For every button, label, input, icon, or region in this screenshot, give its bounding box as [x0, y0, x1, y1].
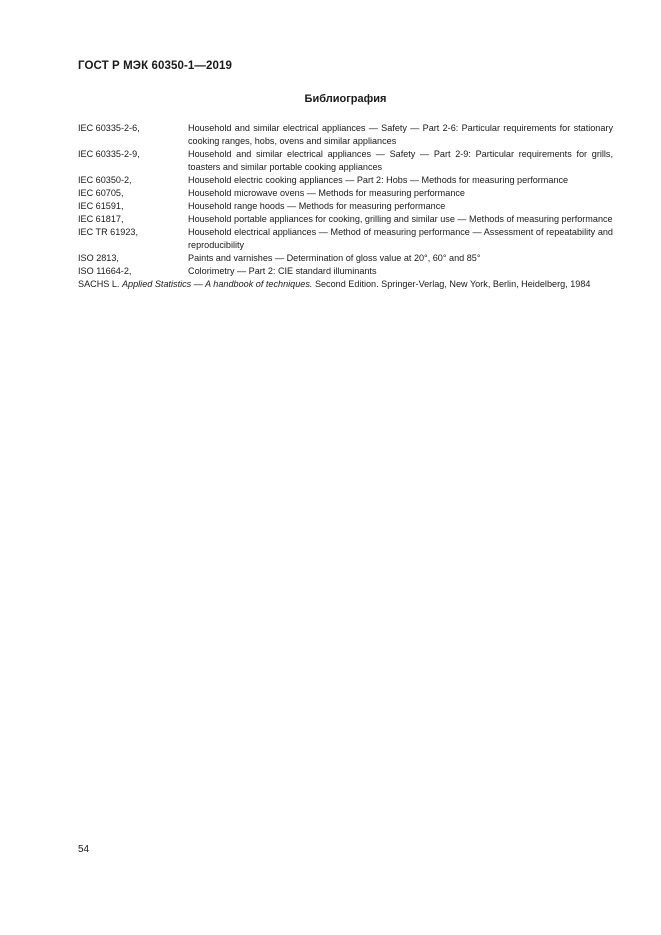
- bibliography-title: Household microwave ovens — Methods for measuring performance: [188, 188, 465, 198]
- standard-id-header: ГОСТ Р МЭК 60350-1—2019: [78, 60, 232, 72]
- bibliography-ref: IEC 61591,: [78, 201, 124, 211]
- bibliography-ref: IEC 60350-2,: [78, 175, 132, 185]
- bibliography-entry: [78, 148, 613, 174]
- bibliography-entry: [78, 265, 613, 278]
- bibliography-title: Household electrical appliances — Method of measuring performance — Assessment of repeatability and reproducibility: [188, 227, 613, 250]
- bibliography-title: Paints and varnishes — Determination of gloss value at 20°, 60° and 85°: [188, 253, 481, 263]
- bibliography-ref: ISO 11664-2,: [78, 266, 132, 276]
- bibliography-ref: IEC 61817,: [78, 214, 124, 224]
- section-title: Библиография: [304, 93, 387, 105]
- bibliography-ref: IEC TR 61923,: [78, 227, 138, 237]
- bibliography-title: Household electric cooking appliances — Part 2: Hobs — Methods for measuring performance: [188, 175, 569, 185]
- bibliography-list: [78, 122, 613, 291]
- bibliography-entry: [78, 174, 613, 187]
- bibliography-entry: [78, 226, 613, 252]
- bibliography-title: Household portable appliances for cooking, grilling and similar use — Methods of measuring performance: [188, 214, 613, 224]
- bibliography-ref: IEC 60335-2-6,: [78, 123, 140, 133]
- book-title: Applied Statistics — A handbook of techniques.: [121, 279, 313, 289]
- bibliography-ref: ISO 2813,: [78, 253, 119, 263]
- bibliography-title: Household range hoods — Methods for measuring performance: [188, 201, 446, 211]
- bibliography-entry: [78, 252, 613, 265]
- bibliography-ref: IEC 60705,: [78, 188, 124, 198]
- bibliography-ref: IEC 60335-2-9,: [78, 149, 140, 159]
- bibliography-entry: [78, 122, 613, 148]
- bibliography-title: Colorimetry — Part 2: CIE standard illuminants: [188, 266, 377, 276]
- book-author: SACHS L.: [78, 279, 120, 289]
- bibliography-title: Household and similar electrical appliances — Safety — Part 2-9: Particular requirements for grills, toasters and similar portable cooking appliances: [188, 149, 613, 172]
- page-number: 54: [78, 844, 90, 855]
- bibliography-entry: [78, 200, 613, 213]
- bibliography-entry: [78, 213, 613, 226]
- bibliography-title: Household and similar electrical appliances — Safety — Part 2-6: Particular requirements for stationary cooking ranges, hobs, ovens and similar appliances: [188, 123, 613, 146]
- book-details: Second Edition. Springer-Verlag, New York, Berlin, Heidelberg, 1984: [314, 279, 591, 289]
- bibliography-book-entry: [78, 278, 613, 291]
- bibliography-entry: [78, 187, 613, 200]
